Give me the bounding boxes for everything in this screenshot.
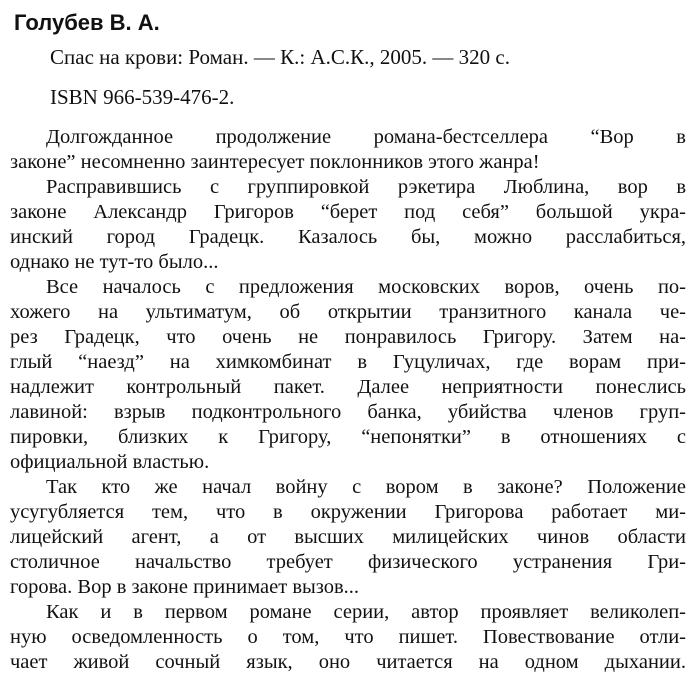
text-line: официальной властью.	[10, 451, 210, 473]
text-line: надлежит контрольный пакет. Далее неприятности понеслись	[10, 376, 686, 398]
isbn: ISBN 966-539-476-2.	[50, 85, 235, 109]
paragraph	[10, 125, 686, 175]
text-line: законе” несомненно заинтересует поклонников этого жанра!	[10, 151, 540, 173]
text-line: Расправившись с группировкой рэкетира Люблина, вор в	[46, 176, 686, 198]
text-line: глый “наезд” на химкомбинат в Гуцуличах, где ворам при-	[10, 351, 686, 373]
text-line: рез Градецк, что очень не понравилось Григору. Затем на-	[10, 326, 686, 348]
text-line: инский город Градецк. Казалось бы, можно расслабиться,	[10, 226, 686, 248]
text-line: хожего на ультиматум, об открытии транзитного канала че-	[10, 301, 686, 323]
paragraph	[10, 600, 686, 675]
paragraph	[10, 475, 686, 600]
author-name: Голубев В. А.	[14, 10, 160, 35]
text-line: лавиной: взрыв подконтрольного банка, убийства членов груп-	[10, 401, 686, 423]
text-line: Долгожданное продолжение романа-бестселлера “Вор в	[46, 126, 686, 148]
text-line: чает живой сочный язык, оно читается на одном дыхании.	[10, 651, 686, 673]
text-line: Как и в первом романе серии, автор проявляет великолеп-	[46, 601, 686, 623]
text-line: столичное начальство требует физического устранения Гри-	[10, 551, 686, 573]
text-line: ную осведомленность о том, что пишет. Повествование отли-	[10, 626, 686, 648]
text-line: пировки, близких к Григору, “непонятки” в отношениях с	[10, 426, 686, 448]
paragraph	[10, 175, 686, 275]
text-line: законе Александр Григоров “берет под себя” большой укра-	[10, 201, 686, 223]
text-line: однако не тут-то было...	[10, 251, 219, 273]
text-line: лицейский агент, а от высших милицейских чинов области	[10, 526, 686, 548]
text-line: Так кто же начал войну с вором в законе? Положение	[46, 476, 686, 498]
bibliographic-record: Спас на крови: Роман. — К.: А.С.К., 2005. — 320 с.	[50, 45, 510, 69]
annotation-text	[10, 125, 686, 675]
paragraph	[10, 275, 686, 475]
text-line: горова. Вор в законе принимает вызов...	[10, 576, 360, 598]
text-line: Все началось с предложения московских воров, очень по-	[46, 276, 686, 298]
text-line: усугубляется тем, что в окружении Григорова работает ми-	[10, 501, 686, 523]
